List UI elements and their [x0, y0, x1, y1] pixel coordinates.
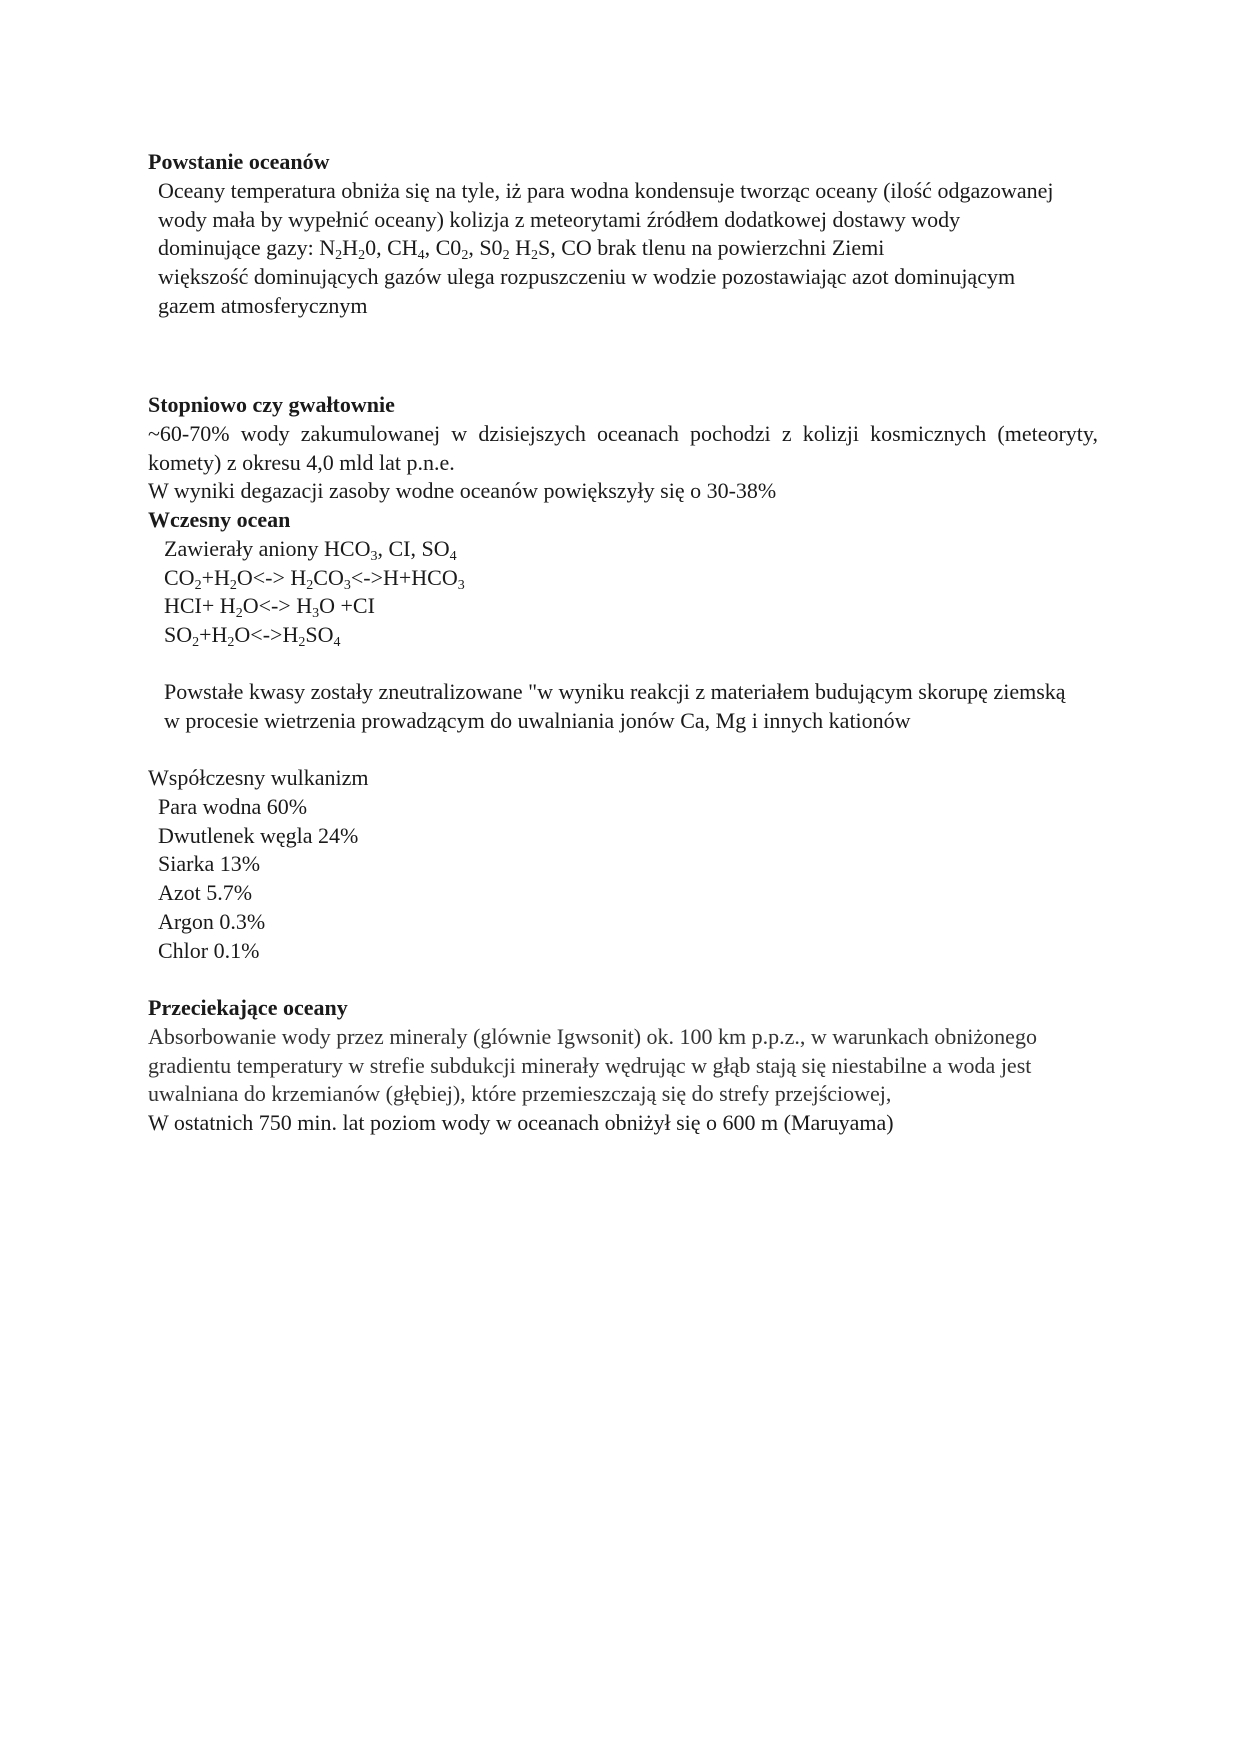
section-powstanie-oceanow: [148, 148, 1098, 321]
text: +H: [199, 622, 228, 648]
paragraph: W wyniki degazacji zasoby wodne oceanów powiększyły się o 30-38%: [148, 478, 777, 504]
text: O<->H: [234, 622, 299, 648]
subscript: 2: [235, 606, 243, 622]
subscript: 2: [229, 577, 237, 593]
subscript: 4: [417, 248, 425, 264]
section-stopniowo: [148, 391, 1098, 506]
section-heading: Stopniowo czy gwałtownie: [148, 392, 395, 417]
subscript: 3: [343, 577, 351, 593]
text: HCI+ H: [164, 593, 236, 619]
subscript: 2: [335, 248, 343, 264]
paragraph: W ostatnich 750 min. lat poziom wody w oceanach obniżył się o 600 m (Maruyama): [148, 1110, 894, 1136]
text: 0, CH: [365, 235, 418, 261]
subscript: 3: [370, 548, 378, 564]
list-item: Siarka 13%: [158, 851, 261, 877]
paragraph: ~60-70% wody zakumulowanej w dzisiejszych oceanach pochodzi z kolizji kosmicznych (meteoryty, komety) z okresu 4,0 mld lat p.n.e.: [148, 420, 1098, 475]
section-przeciekajace-oceany: [148, 994, 1098, 1138]
list-item: Dwutlenek węgla 24%: [158, 822, 359, 848]
text: SO: [164, 622, 193, 648]
anions-line: [148, 535, 1098, 564]
gases-line: [148, 234, 1098, 263]
list-item: Argon 0.3%: [158, 908, 266, 934]
text: H: [342, 235, 359, 261]
text: Zawierały aniony HCO: [164, 535, 371, 561]
spacer: [148, 650, 1098, 678]
section-heading: Wczesny ocean: [148, 507, 291, 532]
paragraph: Absorbowanie wody przez mineraly (glównie Igwsonit) ok. 100 km p.p.z., w warunkach obniżonego gradientu temperatury w strefie subdukcji minerały wędrując w głąb stają się niestabilne a woda jest uwalniana do krzemianów (głębiej), które przemieszczają się do strefy przejściowej,: [148, 1023, 1037, 1107]
subscript: 2: [192, 635, 200, 651]
text: <->H+HCO: [350, 564, 458, 590]
section-heading: Powstanie oceanów: [148, 149, 330, 174]
text: , C0: [424, 235, 462, 261]
text: O<-> H: [242, 593, 313, 619]
subscript: 2: [502, 248, 510, 264]
text: SO: [305, 622, 334, 648]
subscript: 2: [461, 248, 469, 264]
subscript: 2: [227, 635, 235, 651]
text: , CI, SO: [377, 535, 450, 561]
text: , S0: [468, 235, 503, 261]
reaction-line: [148, 592, 1098, 621]
subscript: 2: [530, 248, 538, 264]
paragraph: większość dominujących gazów ulega rozpuszczeniu w wodzie pozostawiając azot dominującym gazem atmosferycznym: [158, 264, 1016, 318]
subscript: 3: [457, 577, 465, 593]
text: S, CO brak tlenu na powierzchni Ziemi: [537, 235, 885, 261]
section-heading: Przeciekające oceany: [148, 995, 348, 1020]
text: O<-> H: [236, 564, 307, 590]
text: CO: [164, 564, 195, 590]
subscript: 2: [306, 577, 314, 593]
subscript: 2: [194, 577, 202, 593]
section-heading: Współczesny wulkanizm: [148, 765, 369, 790]
subscript: 4: [449, 548, 457, 564]
subscript: 2: [358, 248, 366, 264]
text: +H: [201, 564, 230, 590]
paragraph: Powstałe kwasy zostały zneutralizowane "w wyniku reakcji z materiałem budującym skorupę ziemską w procesie wietrzenia prowadzącym do uwalniania jonów Ca, Mg i innych kationów: [164, 678, 1066, 733]
subscript: 2: [298, 635, 306, 651]
list-item: Azot 5.7%: [158, 880, 253, 906]
reaction-line: [148, 621, 1098, 650]
section-wczesny-ocean: [148, 506, 1098, 736]
text: H: [509, 235, 531, 261]
text: dominujące gazy: N: [158, 235, 336, 261]
subscript: 4: [333, 635, 341, 651]
subscript: 3: [312, 606, 320, 622]
text: O +CI: [319, 593, 375, 619]
list-item: Para wodna 60%: [158, 793, 308, 819]
paragraph: Oceany temperatura obniża się na tyle, iż para wodna kondensuje tworząc oceany (ilość odgazowanej wody mała by wypełnić oceany) kolizja z meteorytami źródłem dodatkowej dostawy wody: [158, 177, 1054, 232]
reaction-line: [148, 564, 1098, 593]
list-item: Chlor 0.1%: [158, 937, 260, 963]
text: CO: [313, 564, 344, 590]
section-wulkanizm: [148, 764, 1098, 966]
